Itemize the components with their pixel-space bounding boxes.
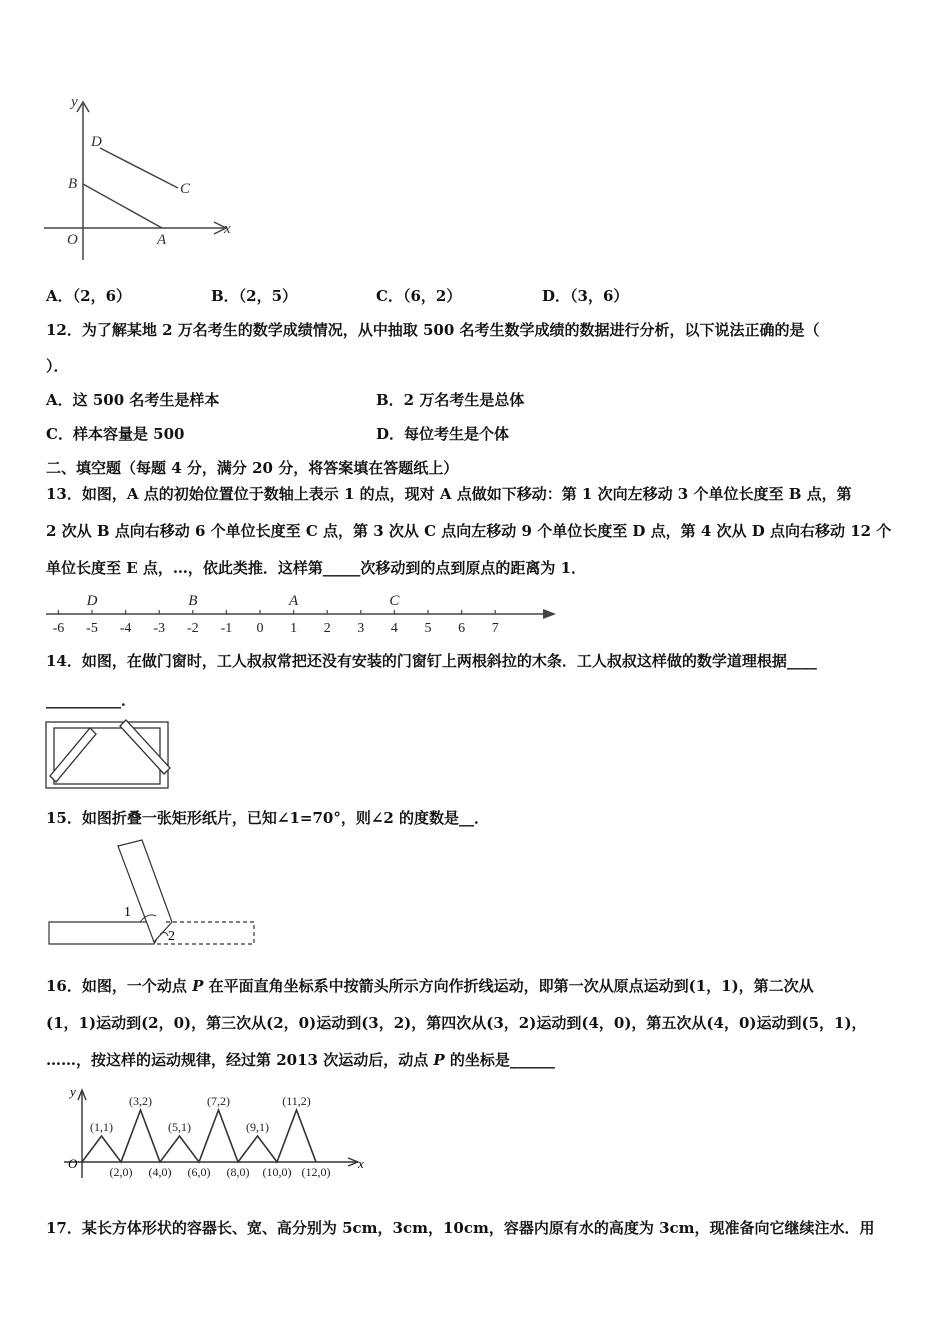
peak-label: (3,2) [129, 1094, 152, 1108]
x-axis-label: x [224, 221, 231, 237]
point-c-label: C [180, 181, 191, 197]
q12-option-b: B．2 万名考生是总体 [376, 391, 525, 409]
point-label-d: D [86, 593, 98, 609]
q16-line1-pre: 16．如图，一个动点 [46, 977, 193, 995]
point-label-b: B [188, 593, 198, 609]
point-b-label: B [68, 176, 78, 192]
q14-window-frame-figure [44, 718, 174, 792]
tick-label: -2 [186, 621, 199, 636]
q16-question-line2: (1，1)运动到(2，0)，第三次从(2，0)运动到(3，2)，第四次从(3，2)运动到(4，0)，第五次从(4，0)运动到(5，1)， [46, 1014, 867, 1032]
tick-label: 0 [256, 621, 264, 636]
point-label-c: C [389, 593, 400, 609]
q13-question-line1: 13．如图，A 点的初始位置位于数轴上表示 1 的点，现对 A 点做如下移动：第 1 次向左移动 3 个单位长度至 B 点，第 [46, 485, 852, 503]
tick-label: 1 [290, 621, 298, 636]
q17-question-line1: 17．某长方体形状的容器长、宽、高分别为 5cm，3cm，10cm，容器内原有水的高度为 3cm，现准备向它继续注水．用 [46, 1219, 875, 1237]
q12-option-d: D．每位考生是个体 [376, 425, 510, 443]
zigzag-path [82, 1110, 316, 1162]
base-label: (10,0) [262, 1165, 292, 1179]
peak-label: (1,1) [90, 1120, 113, 1134]
origin-label: O [67, 232, 78, 248]
base-label: (8,0) [226, 1165, 250, 1179]
x-axis-label-q16: x [358, 1156, 364, 1171]
origin-label-q16: O [68, 1156, 78, 1171]
q14-question-line2: __________． [46, 691, 137, 709]
q16-point-p-2: P [433, 1051, 445, 1069]
y-axis-label: y [71, 94, 78, 110]
q13-question-line2: 2 次从 B 点向右移动 6 个单位长度至 C 点，第 3 次从 C 点向左移动 9 个单位长度至 D 点，第 4 次从 D 点向右移动 12 个 [46, 522, 892, 540]
q13-question-line3: 单位长度至 E 点，…，依此类推．这样第_____次移动到的点到原点的距离为 1． [46, 559, 587, 577]
y-axis-label-q16: y [70, 1084, 76, 1099]
q16-point-p: P [192, 977, 204, 995]
q16-line3-post: 的坐标是______ [444, 1051, 555, 1069]
section-2-title: 二、填空题（每题 4 分，满分 20 分，将答案填在答题纸上） [46, 459, 459, 477]
q16-line3-pre: ……，按这样的运动规律，经过第 2013 次运动后，动点 [46, 1051, 434, 1069]
tick-label: 5 [424, 621, 432, 636]
peak-label: (11,2) [282, 1094, 311, 1108]
base-label: (6,0) [187, 1165, 211, 1179]
base-label: (2,0) [109, 1165, 133, 1179]
q11-option-a: A．（2，6） [46, 287, 132, 305]
tick-label: -4 [119, 621, 132, 636]
angle-1-label: 1 [124, 905, 131, 920]
q11-option-b: B．（2，5） [211, 287, 298, 305]
peak-label: (5,1) [168, 1120, 191, 1134]
peak-label: (9,1) [246, 1120, 269, 1134]
q13-number-line [40, 588, 560, 638]
q16-question-line1 [46, 976, 814, 996]
point-a-label: A [157, 232, 167, 248]
tick-label: 4 [390, 621, 398, 636]
q16-question-line3 [46, 1050, 555, 1070]
tick-label: -1 [220, 621, 233, 636]
base-label: (12,0) [301, 1165, 331, 1179]
q16-zigzag-path-figure [44, 1082, 384, 1182]
q12-option-c: C．样本容量是 500 [46, 425, 185, 443]
tick-label: -6 [52, 621, 65, 636]
tick-label: 7 [491, 621, 499, 636]
point-d-label: D [91, 134, 102, 150]
q11-option-c: C．（6，2） [376, 287, 462, 305]
tick-label: -3 [153, 621, 166, 636]
q15-folded-paper-figure [44, 838, 264, 948]
q11-option-d: D．（3，6） [542, 287, 629, 305]
q12-option-a: A．这 500 名考生是样本 [46, 391, 220, 409]
tick-label: 2 [323, 621, 331, 636]
tick-label: 6 [458, 621, 466, 636]
tick-label: 3 [357, 621, 365, 636]
q14-question-line1: 14．如图，在做门窗时，工人叔叔常把还没有安装的门窗钉上两根斜拉的木条．工人叔叔这样做的数学道理根据____ [46, 652, 817, 670]
q15-question-line1: 15．如图折叠一张矩形纸片，已知∠1=70°，则∠2 的度数是__． [46, 809, 490, 827]
base-label: (4,0) [148, 1165, 172, 1179]
q12-question-line1: 12．为了解某地 2 万名考生的数学成绩情况，从中抽取 500 名考生数学成绩的数据进行分析，以下说法正确的是（ [46, 321, 820, 339]
peak-label: (7,2) [207, 1094, 230, 1108]
point-label-a: A [289, 593, 299, 609]
angle-2-label: 2 [168, 929, 175, 944]
q16-line1-post: 在平面直角坐标系中按箭头所示方向作折线运动，即第一次从原点运动到(1，1)，第二次从 [203, 977, 814, 995]
q12-question-line2: ）． [46, 357, 69, 375]
tick-label: -5 [86, 621, 98, 636]
q11-coordinate-figure [40, 92, 240, 262]
